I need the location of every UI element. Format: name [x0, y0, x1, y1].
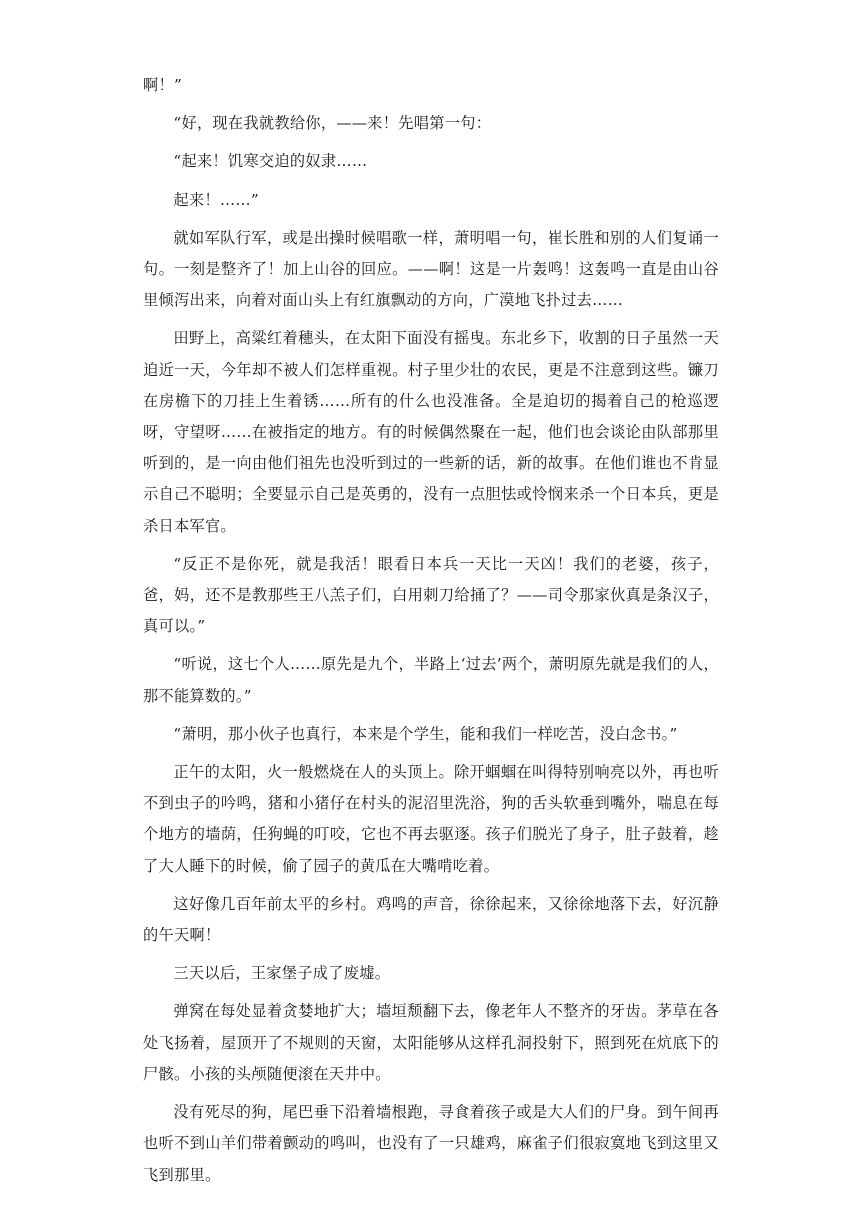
paragraph-5: 就如军队行军，或是出操时候唱歌一样，萧明唱一句，崔长胜和别的人们复诵一句。一刻是整齐了！加上山谷的回应。——啊！这是一片轰鸣！这轰鸣一直是由山谷里倾泻出来，向着对面山头上有红旗飘动的方向，广漠地飞扑过去…… [143, 228, 719, 310]
paragraph-11: 这好像几百年前太平的乡村。鸡鸣的声音，徐徐起来，又徐徐地落下去，好沉静的午天啊！ [143, 894, 719, 945]
paragraph-14: 没有死尽的狗，尾巴垂下沿着墙根跑，寻食着孩子或是大人们的尸身。到午间再也听不到山羊们带着颤动的鸣叫，也没有了一只雄鸡，麻雀子们很寂寞地飞到这里又飞到那里。 [143, 1103, 719, 1184]
paragraph-8: “听说，这七个人……原先是九个，半路上‘过去’两个，萧明原先就是我们的人，那不能算数的。” [143, 655, 719, 705]
paragraph-1: 啊！” [143, 76, 183, 94]
paragraph-9: “萧明，那小伙子也真行，本来是个学生，能和我们一样吃苦，没白念书。” [173, 724, 678, 743]
paragraph-13: 弹窝在每处显着贪婪地扩大；墙垣颓翻下去，像老年人不整齐的牙齿。茅草在各处飞扬着，屋顶开了不规则的天窗，太阳能够从这样孔洞投射下，照到死在炕底下的尸骸。小孩的头颅随便滚在天井中。 [143, 1002, 719, 1083]
paragraph-6: 田野上，高粱红着穗头，在太阳下面没有摇曳。东北乡下，收割的日子虽然一天迫近一天，今年却不被人们怎样重视。村子里少壮的农民，更是不注意到这些。镰刀在房檐下的刀挂上生着锈……所有的什么也没准备。全是迫切的揭着自己的枪巡逻呀，守望呀……在被指定的地方。有的时候偶然聚在一起，他们也会谈论由队部那里听到的，是一向由他们祖先也没听到过的一些新的话，新的故事。在他们谁也不肯显示自己不聪明；全要显示自己是英勇的，没有一点胆怯或怜悯来杀一个日本兵，更是杀日本军官。 [143, 329, 719, 535]
paragraph-12: 三天以后，王家堡子成了废墟。 [173, 964, 391, 983]
paragraph-2: “好，现在我就教给你，——来！先唱第一句： [173, 114, 492, 133]
paragraph-4: 起来！……” [173, 190, 259, 209]
paragraph-10: 正午的太阳，火一般燃烧在人的头顶上。除开蝈蝈在叫得特别响亮以外，再也听不到虫子的吟鸣，猪和小猪仔在村头的泥沼里洗浴，狗的舌头软垂到嘴外，喘息在每个地方的墙荫，任狗蝇的叮咬，它也不再去驱逐。孩子们脱光了身子，肚子鼓着，趁了大人睡下的时候，偷了园子的黄瓜在大嘴啃吃着。 [143, 763, 719, 875]
paragraph-3: “起来！饥寒交迫的奴隶…… [173, 152, 368, 171]
article-body [143, 70, 719, 1198]
paragraph-7: “反正不是你死，就是我活！眼看日本兵一天比一天凶！我们的老婆，孩子，爸，妈，还不是教那些王八羔子们，白用刺刀给捅了？——司令那家伙真是条汉子，真可以。” [143, 554, 719, 636]
